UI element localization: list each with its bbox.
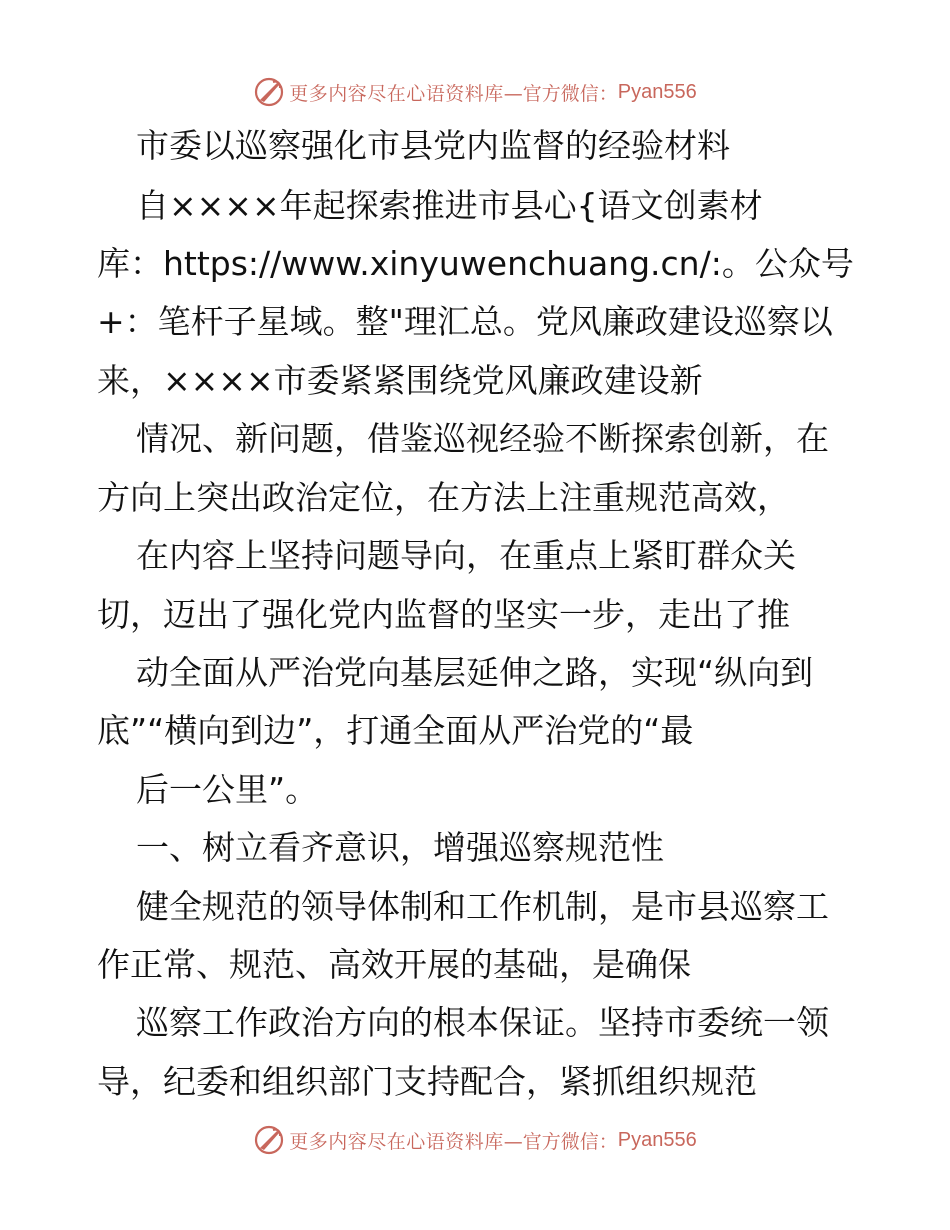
watermark-text: 更多内容尽在心语资料库 — [289, 82, 504, 105]
text-line: 自××××年起探索推进市县心{语文创素材 — [136, 186, 763, 225]
text-line: 方向上突出政治定位，在方法上注重规范高效， — [97, 478, 790, 517]
watermark-id: Pyan556 — [617, 80, 697, 103]
section-heading: 一、树立看齐意识，增强巡察规范性 — [136, 828, 664, 867]
watermark-text: 更多内容尽在心语资料库 — [289, 1130, 504, 1153]
text-line: 切，迈出了强化党内监督的坚实一步，走出了推 — [97, 595, 790, 634]
text-line: 在内容上坚持问题导向，在重点上紧盯群众关 — [136, 536, 796, 575]
text-line: 来，××××市委紧紧围绕党风廉政建设新 — [97, 361, 703, 400]
text-line: 后一公里”。 — [136, 770, 319, 809]
text-line: 作正常、规范、高效开展的基础，是确保 — [97, 945, 691, 984]
text-line: 导，纪委和组织部门支持配合，紧抓组织规范 — [97, 1062, 757, 1101]
quill-logo-icon — [253, 76, 285, 108]
text-line: 底”“横向到边”，打通全面从严治党的“最 — [97, 711, 694, 750]
text-line: +：笔杆子星域。整"理汇总。党风廉政建设巡察以 — [97, 302, 833, 341]
watermark-banner-bottom — [0, 1120, 950, 1160]
document-title: 市委以巡察强化市县党内监督的经验材料 — [136, 126, 730, 165]
text-line: 巡察工作政治方向的根本保证。坚持市委统一领 — [136, 1003, 829, 1042]
text-line: 情况、新问题，借鉴巡视经验不断探索创新，在 — [136, 419, 829, 458]
watermark-id: Pyan556 — [617, 1128, 697, 1151]
text-line: 动全面从严治党向基层延伸之路，实现“纵向到 — [136, 653, 814, 692]
watermark-banner-top — [0, 72, 950, 112]
watermark-separator: —官方微信： — [503, 82, 618, 105]
quill-logo-icon — [253, 1124, 285, 1156]
text-line: 库：https://www.xinyuwenchuang.cn/:。公众号 — [97, 244, 854, 283]
watermark-separator: —官方微信： — [503, 1130, 618, 1153]
text-line: 健全规范的领导体制和工作机制，是市县巡察工 — [136, 887, 829, 926]
